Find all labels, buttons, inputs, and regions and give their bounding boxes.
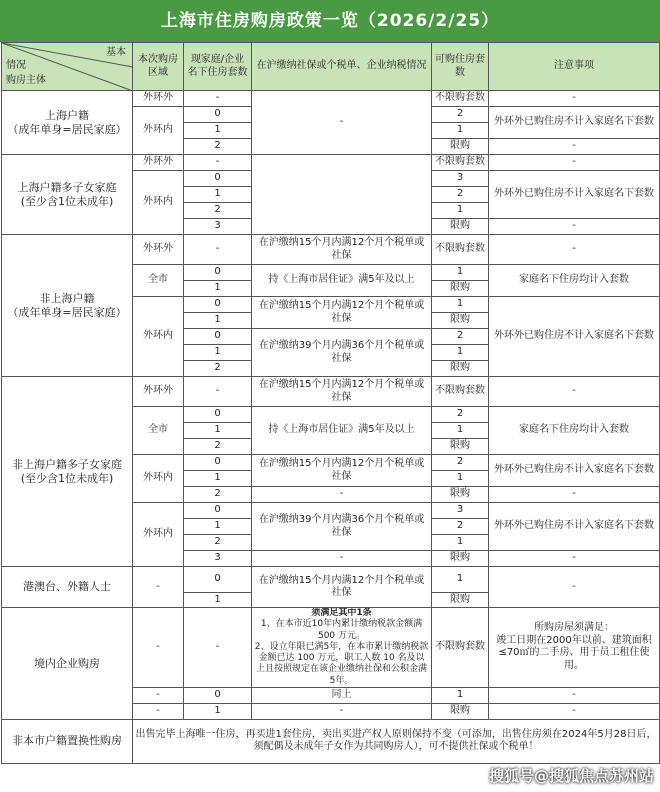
quota-cell: 3 (432, 503, 489, 519)
subject-cell (2, 235, 133, 377)
header-area: 本次购房区域 (133, 43, 184, 91)
quota-cell: 限购 (432, 281, 489, 297)
subject-cell: 港澳台、外籍人士 (2, 567, 133, 608)
tax-cell: 在沪缴纳39个月内满36个月个税单或社保 (252, 503, 432, 551)
tax-cell: 在沪缴纳15个月内满12个月个税单或社保 (252, 377, 432, 407)
quota-cell: 限购 (432, 139, 489, 155)
policy-table (1, 42, 660, 764)
tax-cell: 持《上海市居住证》满5年及以上 (252, 265, 432, 297)
owned-cell: 1 (184, 519, 252, 535)
note-cell: 家庭名下住房均计入套数 (489, 407, 660, 455)
owned-cell: 2 (184, 535, 252, 551)
subject-cell (2, 155, 133, 235)
quota-cell: 不限购套数 (432, 377, 489, 407)
header-tax: 在沪缴纳社保或个税单、企业纳税情况 (252, 43, 432, 91)
owned-cell: 0 (184, 297, 252, 313)
owned-cell: - (184, 377, 252, 407)
area-cell: 外环外 (133, 155, 184, 171)
owned-cell: - (184, 235, 252, 265)
quota-cell: 1 (432, 471, 489, 487)
tax-cell: - (252, 91, 432, 155)
tax-cell: - (252, 703, 432, 719)
owned-cell: 2 (184, 139, 252, 155)
owned-cell: 0 (184, 265, 252, 281)
quota-cell: 1 (432, 687, 489, 703)
table-row (2, 377, 660, 407)
subject-cell (2, 377, 133, 567)
quota-cell: 2 (432, 519, 489, 535)
corner-label-basic: 基本 (106, 47, 126, 58)
quota-cell: 1 (432, 265, 489, 281)
owned-cell: - (184, 608, 252, 688)
area-cell: 外环外 (133, 235, 184, 265)
subject-desc: (至少含1位未成年) (20, 194, 114, 208)
subject-desc: （成年单身=居民家庭） (7, 122, 127, 136)
swap-rule-cell: 出售完毕上海唯一住房，再买进1套住房，卖出买进产权人原则保持不变（可添加，出售住房须在2024年5月28日后，须配偶及未成年子女作为共同购房人），可不提供社保或个税单！ (133, 719, 660, 763)
area-cell: 外环外 (133, 377, 184, 407)
owned-cell: - (184, 91, 252, 107)
header-corner (2, 43, 133, 91)
owned-cell: 0 (184, 455, 252, 471)
owned-cell: 0 (184, 407, 252, 423)
note-line-2: 竣工日期在2000年以前、建筑面积≤70㎡的二手房、用于员工租住使用。 (496, 634, 652, 671)
owned-cell: 0 (184, 107, 252, 123)
owned-cell: 0 (184, 329, 252, 345)
quota-cell: 2 (432, 329, 489, 345)
quota-cell: 1 (432, 203, 489, 219)
owned-cell: 1 (184, 703, 252, 719)
tax-cell: 同上 (252, 687, 432, 703)
subject-cell: 非本市户籍置换性购房 (2, 719, 133, 763)
area-cell: - (133, 608, 184, 688)
table-row (2, 567, 660, 593)
quota-cell: 3 (432, 171, 489, 187)
quota-cell: 限购 (432, 551, 489, 567)
note-cell: 家庭名下住房均计入套数 (489, 265, 660, 297)
tax-cell: 在沪缴纳15个月内满12个月个税单或社保 (252, 455, 432, 487)
quota-cell: 限购 (432, 361, 489, 377)
note-cell: - (489, 139, 660, 155)
note-cell: - (489, 155, 660, 171)
area-cell: - (133, 703, 184, 719)
quota-cell: 1 (432, 297, 489, 313)
note-cell: - (489, 219, 660, 235)
corner-label-situation: 情况 (6, 60, 26, 71)
owned-cell: 3 (184, 551, 252, 567)
note-cell: 外环外已购住房不计入家庭名下套数 (489, 107, 660, 139)
header-owned: 现家庭/企业名下住房套数 (184, 43, 252, 91)
owned-cell: 2 (184, 439, 252, 455)
subject-name: 非上海户籍 (39, 291, 95, 305)
tax-cell: - (252, 551, 432, 567)
owned-cell: 1 (184, 281, 252, 297)
table-row (2, 235, 660, 265)
note-cell: - (489, 687, 660, 703)
area-cell: 外环内 (133, 297, 184, 377)
quota-cell: 不限购套数 (432, 235, 489, 265)
tax-cell (252, 155, 432, 235)
owned-cell: 1 (184, 313, 252, 329)
quota-cell: 不限购套数 (432, 155, 489, 171)
quota-cell: 2 (432, 187, 489, 203)
area-cell: 外环内 (133, 455, 184, 503)
note-cell: 外环外已购住房不计入家庭名下套数 (489, 297, 660, 377)
tax-condition-heading: 须满足其中1条 (311, 608, 372, 618)
note-line-1: 所购房屋须满足： (534, 622, 614, 634)
area-cell: - (133, 687, 184, 703)
owned-cell: 2 (184, 203, 252, 219)
table-row (2, 719, 660, 763)
quota-cell: 限购 (432, 703, 489, 719)
area-cell: - (133, 567, 184, 608)
note-cell: - (489, 551, 660, 567)
tax-condition-1: 1、在本市近10年内累计缴纳税款金额满 500 万元。 (260, 619, 423, 641)
quota-cell: 1 (432, 535, 489, 551)
tax-cell: 持《上海市居住证》满5年及以上 (252, 407, 432, 455)
quota-cell: 2 (432, 455, 489, 471)
owned-cell: 2 (184, 487, 252, 503)
tax-cell: 在沪缴纳39个月内满36个月个税单或社保 (252, 329, 432, 377)
tax-cell: 在沪缴纳15个月内满12个月个税单或社保 (252, 235, 432, 265)
subject-name: 上海户籍多子女家庭 (17, 180, 117, 194)
quota-cell: 限购 (432, 593, 489, 608)
area-cell: 外环内 (133, 503, 184, 567)
owned-cell: - (184, 155, 252, 171)
owned-cell: 0 (184, 687, 252, 703)
quota-cell: 限购 (432, 219, 489, 235)
table-header-row (2, 43, 660, 91)
subject-desc: (至少含1位未成年) (20, 471, 114, 485)
owned-cell: 2 (184, 361, 252, 377)
table-row (2, 91, 660, 107)
tax-cell: 在沪缴纳15个月内满12个月个税单或社保 (252, 567, 432, 608)
owned-cell: 0 (184, 503, 252, 519)
owned-cell: 0 (184, 171, 252, 187)
quota-cell: 2 (432, 407, 489, 423)
note-cell: - (489, 703, 660, 719)
owned-cell: 1 (184, 345, 252, 361)
owned-cell: 1 (184, 471, 252, 487)
header-quota: 可购住房套数 (432, 43, 489, 91)
note-cell: 外环外已购住房不计入家庭名下套数 (489, 503, 660, 551)
area-cell: 外环内 (133, 107, 184, 155)
area-cell: 全市 (133, 265, 184, 297)
area-cell: 全市 (133, 407, 184, 455)
corner-label-subject: 购房主体 (6, 75, 46, 86)
owned-cell: 1 (184, 123, 252, 139)
subject-cell (2, 91, 133, 155)
tax-condition-2: 2、设立年限已满5年，在本市累计缴纳税款金额已达 100 万元，职工人数 10 名及以上且按照规定在该企业缴纳社保和公积金满5年。 (254, 641, 429, 686)
owned-cell: 1 (184, 423, 252, 439)
owned-cell: 0 (184, 567, 252, 593)
quota-cell: 不限购套数 (432, 608, 489, 688)
subject-name: 上海户籍 (45, 108, 89, 122)
watermark: 搜狐号@搜狐焦点苏州站 (488, 767, 654, 785)
table-row (2, 155, 660, 171)
note-cell: 外环外已购住房不计入家庭名下套数 (489, 171, 660, 219)
subject-cell: 境内企业购房 (2, 608, 133, 720)
note-cell (489, 608, 660, 688)
area-cell: 外环内 (133, 171, 184, 235)
quota-cell: 限购 (432, 487, 489, 503)
tax-cell: - (252, 487, 432, 503)
quota-cell: 限购 (432, 439, 489, 455)
page-title: 上海市住房购房政策一览（2026/2/25） (0, 0, 660, 42)
table-row (2, 608, 660, 688)
subject-desc: （成年单身=居民家庭） (7, 305, 127, 319)
area-cell: 外环外 (133, 91, 184, 107)
quota-cell: 2 (432, 107, 489, 123)
owned-cell: 1 (184, 593, 252, 608)
note-cell: - (489, 567, 660, 608)
header-note: 注意事项 (489, 43, 660, 91)
quota-cell: 1 (432, 423, 489, 439)
tax-cell: 在沪缴纳15个月内满12个月个税单或社保 (252, 297, 432, 329)
subject-name: 非上海户籍多子女家庭 (12, 457, 122, 471)
quota-cell: 1 (432, 123, 489, 139)
owned-cell: 3 (184, 219, 252, 235)
owned-cell: 1 (184, 187, 252, 203)
note-cell: - (489, 487, 660, 503)
tax-cell (252, 608, 432, 688)
quota-cell: 限购 (432, 313, 489, 329)
note-cell: 外环外已购住房不计入家庭名下套数 (489, 455, 660, 487)
note-cell: - (489, 235, 660, 265)
quota-cell: 1 (432, 345, 489, 361)
quota-cell: 不限购套数 (432, 91, 489, 107)
note-cell: - (489, 377, 660, 407)
note-cell: - (489, 91, 660, 107)
quota-cell: 1 (432, 567, 489, 593)
